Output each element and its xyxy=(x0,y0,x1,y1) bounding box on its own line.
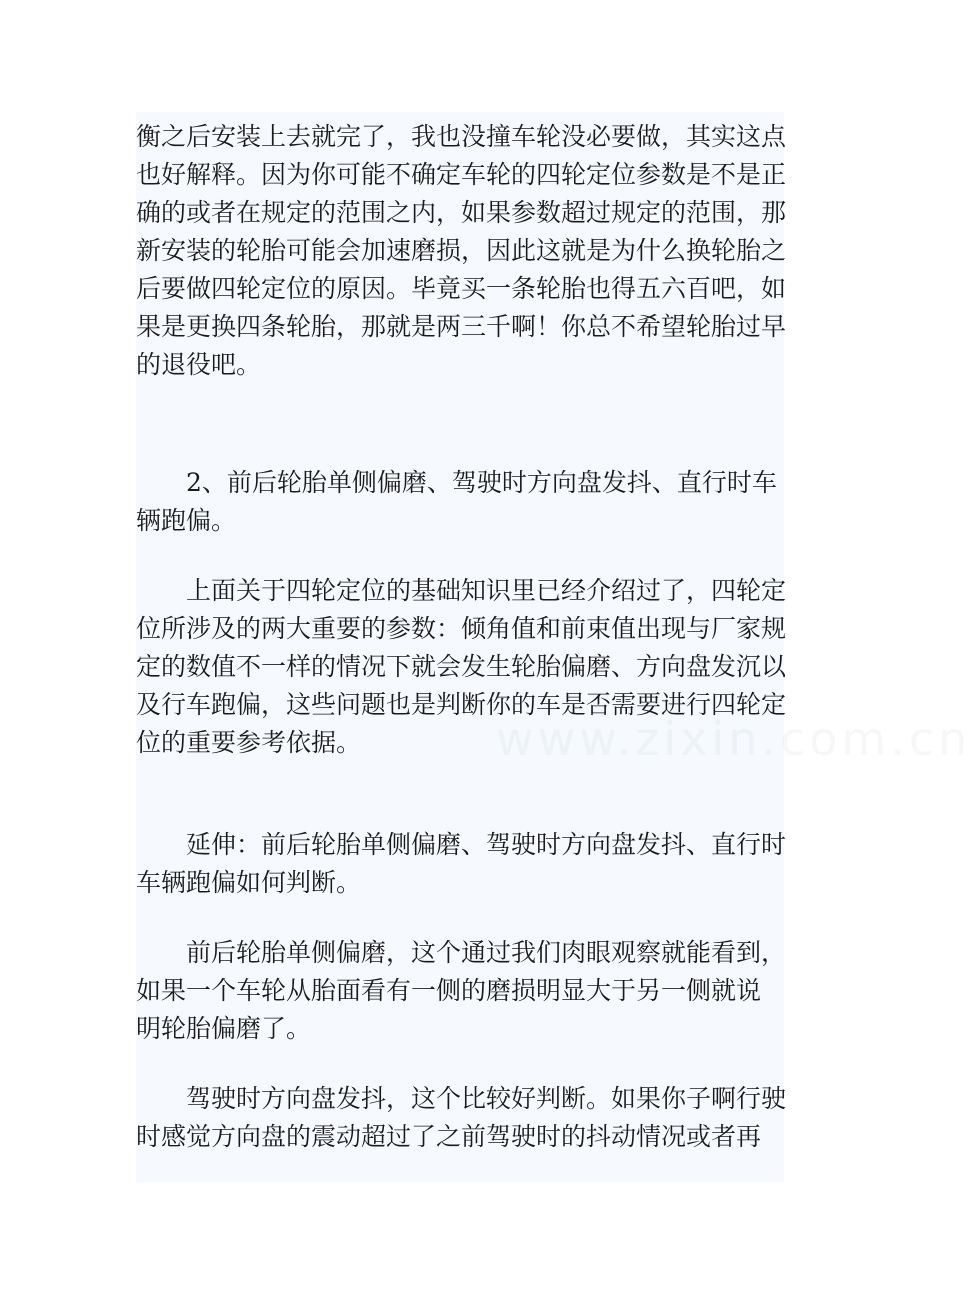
document-page xyxy=(136,112,971,1182)
text-line: 明轮胎偏磨了。 xyxy=(136,1014,312,1043)
text-line: 定的数值不一样的情况下就会发生轮胎偏磨、方向盘发沉以 xyxy=(136,652,787,681)
text-line: 前后轮胎单侧偏磨，这个通过我们肉眼观察就能看到， xyxy=(136,938,787,967)
text-line: 及行车跑偏，这些问题也是判断你的车是否需要进行四轮定 xyxy=(136,690,787,719)
text-line: 车辆跑偏如何判断。 xyxy=(136,868,362,897)
text-line: 也好解释。因为你可能不确定车轮的四轮定位参数是不是正 xyxy=(136,160,787,189)
text-line: 衡之后安装上去就完了，我也没撞车轮没必要做，其实这点 xyxy=(136,122,787,151)
text-line: 位的重要参考依据。 xyxy=(136,728,362,757)
text-line: 如果一个车轮从胎面看有一侧的磨损明显大于另一侧就说 xyxy=(136,976,762,1005)
paragraph-5 xyxy=(136,934,787,1048)
text-line: 果是更换四条轮胎，那就是两三千啊！你总不希望轮胎过早 xyxy=(136,312,787,341)
text-line: 位所涉及的两大重要的参数：倾角值和前束值出现与厂家规 xyxy=(136,614,787,643)
paragraph-2 xyxy=(136,464,784,540)
text-line: 确的或者在规定的范围之内，如果参数超过规定的范围，那 xyxy=(136,198,787,227)
paragraph-6 xyxy=(136,1080,787,1156)
watermark-text: www.zixin.com.cn xyxy=(496,712,971,766)
text-line: 新安装的轮胎可能会加速磨损，因此这就是为什么换轮胎之 xyxy=(136,236,787,265)
paragraph-3 xyxy=(136,572,787,762)
text-line: 上面关于四轮定位的基础知识里已经介绍过了，四轮定 xyxy=(136,576,787,605)
text-line: 驾驶时方向盘发抖，这个比较好判断。如果你子啊行驶 xyxy=(136,1084,787,1113)
text-line: 的退役吧。 xyxy=(136,350,262,379)
text-line: 延伸：前后轮胎单侧偏磨、驾驶时方向盘发抖、直行时 xyxy=(136,830,787,859)
text-line: 时感觉方向盘的震动超过了之前驾驶时的抖动情况或者再 xyxy=(136,1122,762,1151)
text-line: 后要做四轮定位的原因。毕竟买一条轮胎也得五六百吧，如 xyxy=(136,274,787,303)
paragraph-1 xyxy=(136,118,787,384)
text-line: 2、前后轮胎单侧偏磨、驾驶时方向盘发抖、直行时车 xyxy=(136,468,777,497)
text-line: 辆跑偏。 xyxy=(136,506,237,535)
paragraph-4 xyxy=(136,826,787,902)
